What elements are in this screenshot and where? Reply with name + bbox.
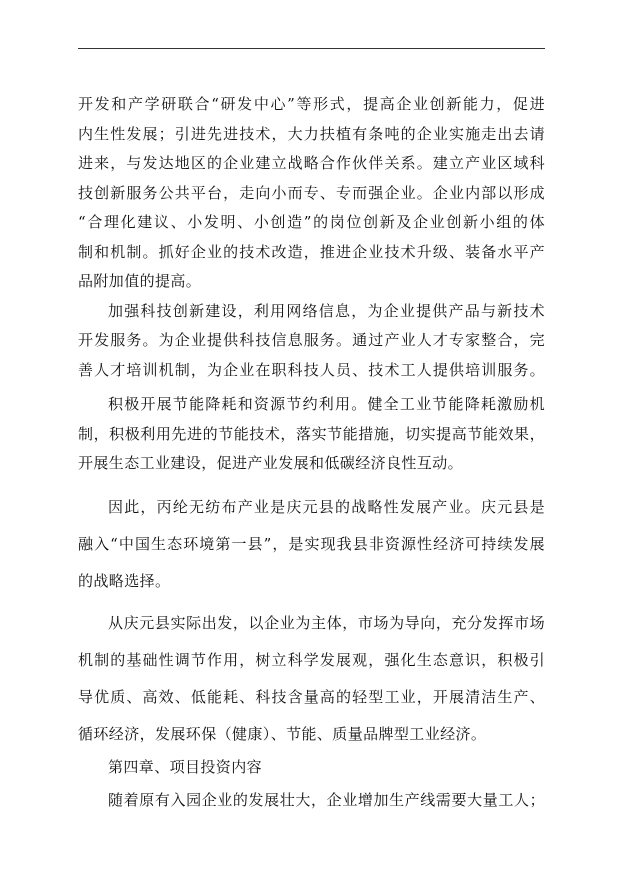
text-line: 机制的基础性调节作用，树立科学发展观，强化生态意识，积极引 — [78, 650, 545, 669]
chapter-heading: 第四章、项目投资内容 — [108, 757, 263, 776]
paragraph-investment — [78, 782, 545, 819]
paragraph-energy-saving — [78, 390, 545, 479]
text-line: 导优质、高效、低能耗、科技含量高的轻型工业，开展清洁生产、 — [78, 687, 545, 706]
text-line: 积极开展节能降耗和资源节约利用。健全工业节能降耗激励机 — [108, 395, 545, 413]
text-line: 善人才培训机制，为企业在职科技人员、技术工人提供培训服务。 — [78, 360, 545, 379]
text-line: 循环经济，发展环保（健康）、节能、质量品牌型工业经济。 — [78, 724, 487, 743]
paragraph-tech-services — [78, 297, 545, 386]
text-line: 随着原有入园企业的发展壮大，企业增加生产线需要大量工人； — [108, 791, 545, 809]
text-line: 制，积极利用先进的节能技术，落实节能措施，切实提高节能效果， — [78, 424, 545, 443]
text-line: 从庆元县实际出发，以企业为主体，市场为导向，充分发挥市场 — [108, 613, 545, 632]
text-line: 制和机制。抓好企业的技术改造，推进企业技术升级、装备水平产 — [78, 242, 545, 261]
text-line: 内生性发展；引进先进技术，大力扶植有条吨的企业实施走出去请 — [78, 124, 545, 143]
text-line: 开发服务。为企业提供科技信息服务。通过产业人才专家整合，完 — [78, 331, 545, 349]
text-line: 融入“中国生态环境第一县”，是实现我县非资源性经济可持续发展 — [78, 534, 545, 553]
text-line: 的战略选择。 — [78, 571, 171, 590]
text-line: 开展生态工业建设，促进产业发展和低碳经济良性互动。 — [78, 454, 464, 472]
text-line: 进来，与发达地区的企业建立战略合作伙伴关系。建立产业区域科 — [78, 154, 545, 172]
text-line: 因此，丙纶无纺布产业是庆元县的战略性发展产业。庆元县是 — [108, 497, 545, 516]
text-line: 技创新服务公共平台，走向小而专、专而强企业。企业内部以形成 — [78, 183, 545, 202]
paragraph-development-approach — [78, 605, 545, 753]
text-line: 开发和产学研联合“研发中心”等形式，提高企业创新能力，促进 — [78, 95, 545, 113]
paragraph-innovation — [78, 90, 545, 297]
text-line: “合理化建议、小发明、小创造”的岗位创新及企业创新小组的体 — [78, 213, 545, 231]
text-line: 品附加值的提高。 — [78, 272, 202, 290]
document-body — [78, 90, 545, 819]
paragraph-strategic-industry — [78, 489, 545, 600]
header-rule — [78, 48, 545, 49]
text-line: 加强科技创新建设，利用网络信息，为企业提供产品与新技术 — [108, 301, 545, 320]
